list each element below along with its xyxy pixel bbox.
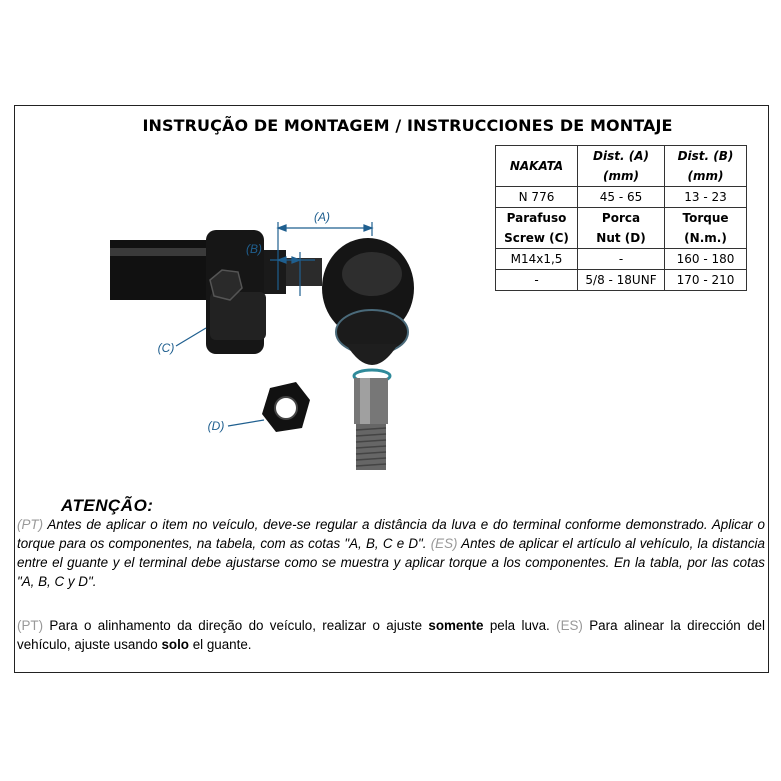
table-cell: Parafuso Screw (C) [496, 208, 578, 249]
table-cell: Torque (N.m.) [665, 208, 747, 249]
table-cell: M14x1,5 [496, 249, 578, 270]
table-cell: - [578, 249, 665, 270]
specs-table [495, 145, 747, 291]
text-es-1: Para alinear la dirección del vehículo, ajuste usando [17, 618, 765, 652]
attention-heading: ATENÇÃO: [61, 496, 154, 515]
lang-tag-pt: (PT) [17, 618, 44, 633]
table-cell: 13 - 23 [665, 187, 747, 208]
table-cell: N 776 [496, 187, 578, 208]
boot-cone [346, 344, 398, 365]
ball-stud [354, 378, 388, 424]
lang-tag-es: (ES) [556, 618, 583, 633]
housing-highlight [342, 252, 402, 296]
emphasis-es: solo [161, 637, 189, 652]
table-cell: 45 - 65 [578, 187, 665, 208]
label-c: (C) [157, 341, 175, 355]
instruction-frame [14, 105, 769, 673]
table-cell: 160 - 180 [665, 249, 747, 270]
lang-tag-es: (ES) [430, 536, 458, 551]
table-row [496, 270, 747, 291]
leader-d [228, 420, 264, 426]
tie-rod-illustration [110, 166, 430, 506]
table-cell [496, 146, 578, 187]
emphasis-pt: somente [428, 618, 484, 633]
label-d: (D) [207, 419, 225, 433]
table-row [496, 249, 747, 270]
table-header-row [496, 146, 747, 187]
table-cell: - [496, 270, 578, 291]
stud-highlight [360, 378, 370, 424]
tube-highlight [110, 248, 220, 256]
instruction-paragraph-1 [17, 515, 765, 591]
clamp-lower [210, 292, 266, 340]
label-a: (A) [314, 210, 330, 224]
table-cell: Dist. (A) (mm) [578, 146, 665, 187]
label-b: (B) [246, 242, 262, 256]
table-cell: 5/8 - 18UNF [578, 270, 665, 291]
table-cell: 170 - 210 [665, 270, 747, 291]
table-cell: Porca Nut (D) [578, 208, 665, 249]
page-title: INSTRUÇÃO DE MONTAGEM / INSTRUCCIONES DE MONTAJE [142, 116, 673, 135]
lang-tag-pt: (PT) [17, 517, 44, 532]
threaded-shaft [264, 250, 286, 294]
table-row [496, 187, 747, 208]
text-pt: Antes de aplicar o item no veículo, deve-se regular a distância da luva e do terminal conforme demonstrado. Aplicar o torque para os componentes, na tabela, com as cotas "A, B, C e D". [17, 517, 765, 551]
text-pt-1: Para o alinhamento da direção do veículo, realizar o ajuste [49, 618, 423, 633]
text-es-2: el guante. [192, 637, 252, 652]
text-pt-2: pela luva. [489, 618, 550, 633]
instruction-paragraph-2 [17, 616, 765, 654]
leader-c [176, 328, 206, 346]
text-es: Antes de aplicar el artículo al vehículo, la distancia entre el guante y el terminal debe ajustarse como se muestra y aplicar torque a los componentes. En la tabla, por las cotas "A, B, C y D". [17, 536, 765, 589]
header-brand: NAKATA [509, 159, 564, 173]
table-header-row [496, 208, 747, 249]
table-cell: Dist. (B) (mm) [665, 146, 747, 187]
